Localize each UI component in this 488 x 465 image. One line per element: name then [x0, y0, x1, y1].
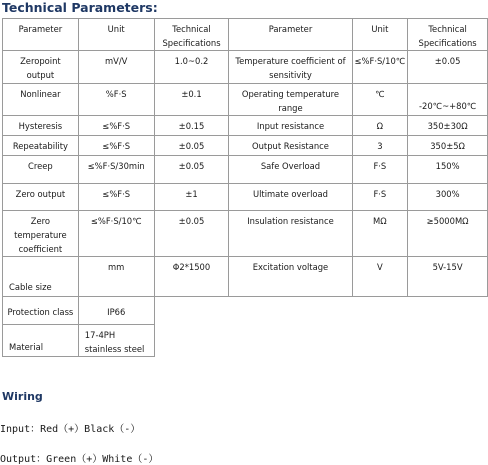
- table-row: [3, 116, 488, 136]
- table-cell: ≥5000MΩ: [408, 211, 488, 257]
- table-row: [3, 51, 488, 84]
- table-cell: ≤%F·S/10℃: [352, 51, 408, 84]
- table-row: [3, 84, 488, 116]
- header-cell: Technical Specifications: [154, 19, 229, 51]
- table-row: [3, 325, 488, 357]
- table-cell: Output Resistance: [229, 136, 352, 156]
- table-cell: Insulation resistance: [229, 211, 352, 257]
- table-cell: ≤%F·S: [78, 136, 154, 156]
- header-cell: Parameter: [229, 19, 352, 51]
- table-cell: Protection class: [3, 297, 79, 325]
- table-cell: ±1: [154, 184, 229, 211]
- technical-parameters-table: [2, 18, 488, 357]
- table-cell: Ω: [352, 116, 408, 136]
- table-cell: Temperature coefficient of sensitivity: [229, 51, 352, 84]
- table-cell: Input resistance: [229, 116, 352, 136]
- table-cell: Ultimate overload: [229, 184, 352, 211]
- table-cell: Zero output: [3, 184, 79, 211]
- table-cell: Creep: [3, 156, 79, 184]
- header-cell: Unit: [352, 19, 408, 51]
- table-cell: %F·S: [78, 84, 154, 116]
- table-cell: mV/V: [78, 51, 154, 84]
- table-cell: 350±5Ω: [408, 136, 488, 156]
- table-row: [3, 297, 488, 325]
- header-cell: Parameter: [3, 19, 79, 51]
- table-cell: ℃: [352, 84, 408, 116]
- table-cell: 300%: [408, 184, 488, 211]
- table-header-row: [3, 19, 488, 51]
- table-cell: mm: [78, 257, 154, 297]
- table-cell: ≤%F·S: [78, 116, 154, 136]
- table-cell: F·S: [352, 156, 408, 184]
- table-cell: Cable size: [3, 257, 79, 297]
- empty-cell: [408, 325, 488, 357]
- table-cell: Operating temperature range: [229, 84, 352, 116]
- table-cell: ±0.05: [154, 211, 229, 257]
- table-cell: ≤%F·S: [78, 184, 154, 211]
- table-cell: IP66: [78, 297, 154, 325]
- table-cell: 17-4PH stainless steel: [78, 325, 154, 357]
- table-cell: ±0.1: [154, 84, 229, 116]
- table-cell: 350±30Ω: [408, 116, 488, 136]
- table-cell: MΩ: [352, 211, 408, 257]
- table-cell: 5V-15V: [408, 257, 488, 297]
- table-cell: F·S: [352, 184, 408, 211]
- empty-cell: [154, 325, 229, 357]
- table-row: [3, 184, 488, 211]
- table-cell: Repeatability: [3, 136, 79, 156]
- table-cell: V: [352, 257, 408, 297]
- table-cell: 150%: [408, 156, 488, 184]
- table-cell: Zeropoint output: [3, 51, 79, 84]
- section-title: Technical Parameters:: [2, 0, 158, 15]
- header-cell: Technical Specifications: [408, 19, 488, 51]
- empty-cell: [229, 297, 352, 325]
- table-cell: Excitation voltage: [229, 257, 352, 297]
- table-cell: ±0.05: [154, 136, 229, 156]
- empty-cell: [229, 325, 352, 357]
- table-cell: Hysteresis: [3, 116, 79, 136]
- table-cell: Zero temperature coefficient: [3, 211, 79, 257]
- empty-cell: [352, 325, 408, 357]
- table-cell: ≤%F·S/30min: [78, 156, 154, 184]
- wiring-output-line: Output：Green（+）White（-）: [0, 454, 159, 465]
- table-row: [3, 156, 488, 184]
- table-cell: Nonlinear: [3, 84, 79, 116]
- table-cell: 1.0~0.2: [154, 51, 229, 84]
- table-cell: ≤%F·S/10℃: [78, 211, 154, 257]
- table-row: [3, 257, 488, 297]
- empty-cell: [408, 297, 488, 325]
- table-cell: Safe Overload: [229, 156, 352, 184]
- table-cell: ±0.05: [408, 51, 488, 84]
- empty-cell: [352, 297, 408, 325]
- table-cell: Material: [3, 325, 79, 357]
- table-cell: Φ2*1500: [154, 257, 229, 297]
- table-row: [3, 211, 488, 257]
- table-cell: 3: [352, 136, 408, 156]
- empty-cell: [154, 297, 229, 325]
- table-cell: -20℃~+80℃: [408, 84, 488, 116]
- header-cell: Unit: [78, 19, 154, 51]
- table-cell: ±0.05: [154, 156, 229, 184]
- table-cell: ±0.15: [154, 116, 229, 136]
- wiring-input-line: Input：Red（+）Black（-）: [0, 424, 141, 435]
- wiring-title: Wiring: [2, 390, 43, 403]
- table-row: [3, 136, 488, 156]
